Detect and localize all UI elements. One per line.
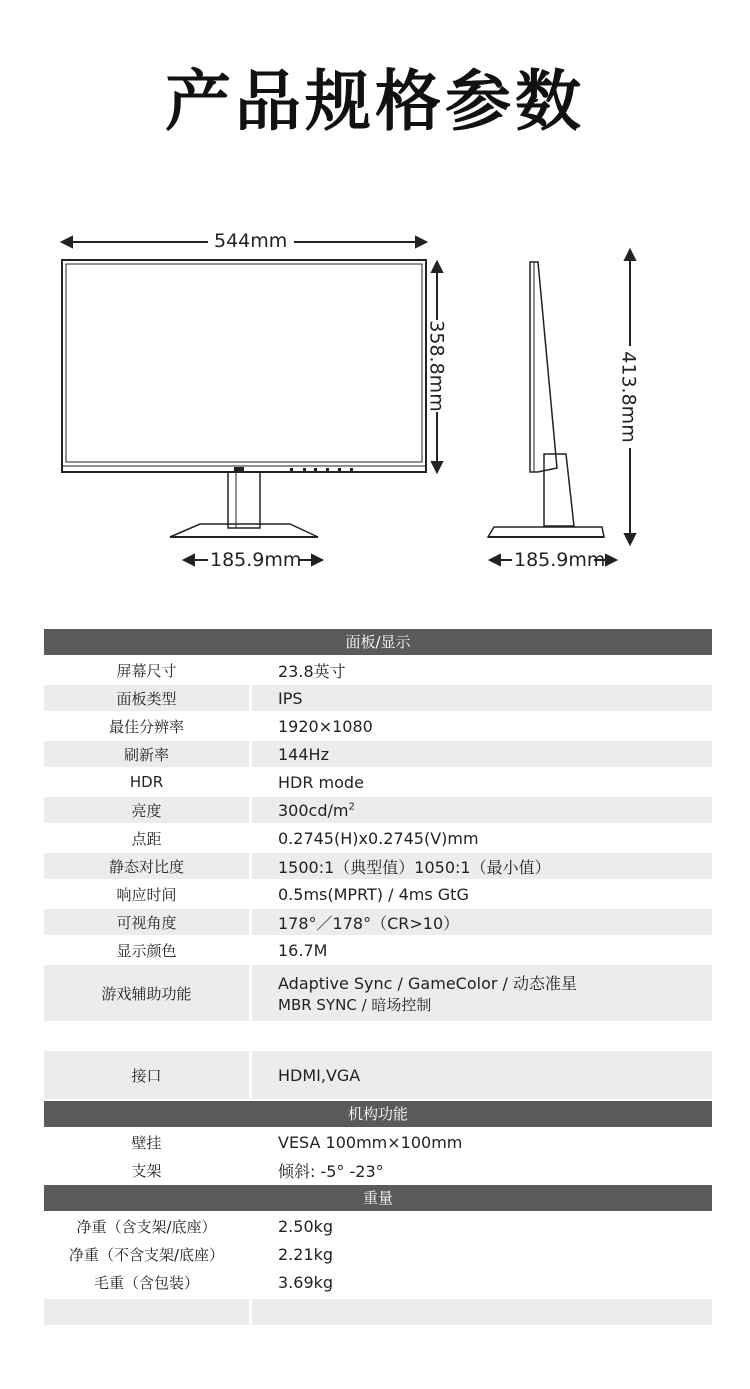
front-height-label: 358.8mm xyxy=(425,320,448,412)
spec-value: 倾斜: -5° -23° xyxy=(252,1157,712,1183)
spec-label: 接口 xyxy=(44,1051,249,1099)
front-monitor xyxy=(62,260,426,537)
section-header-panel: 面板/显示 xyxy=(44,629,712,655)
brightness-value: 300cd/m xyxy=(278,800,349,820)
spec-row-colors xyxy=(44,937,712,963)
front-width-label: 544mm xyxy=(214,230,288,252)
spec-label: 游戏辅助功能 xyxy=(44,965,249,1021)
spec-row-wall-mount xyxy=(44,1129,712,1155)
spec-label: HDR xyxy=(44,769,249,795)
spec-row-gross-weight xyxy=(44,1269,712,1295)
spec-value xyxy=(252,1299,712,1325)
section-header-weight: 重量 xyxy=(44,1185,712,1211)
spec-value xyxy=(252,1023,712,1049)
spec-label: 点距 xyxy=(44,825,249,851)
spec-value: VESA 100mm×100mm xyxy=(252,1129,712,1155)
spec-value: 178°／178°（CR>10） xyxy=(252,909,712,935)
spec-value: 0.2745(H)x0.2745(V)mm xyxy=(252,825,712,851)
spec-row-ports xyxy=(44,1051,712,1099)
spec-label: 净重（含支架/底座） xyxy=(44,1213,249,1239)
spec-value: 144Hz xyxy=(252,741,712,767)
section-header-mechanical: 机构功能 xyxy=(44,1101,712,1127)
spec-row-empty xyxy=(44,1299,712,1325)
spec-label: 静态对比度 xyxy=(44,853,249,879)
spec-label: 壁挂 xyxy=(44,1129,249,1155)
spec-label: 屏幕尺寸 xyxy=(44,657,249,683)
spec-label: 可视角度 xyxy=(44,909,249,935)
spec-label: 亮度 xyxy=(44,797,249,823)
spec-table xyxy=(44,629,712,1327)
spec-label xyxy=(44,1023,249,1049)
spec-value: 2.21kg xyxy=(252,1241,712,1267)
spec-value: 23.8英寸 xyxy=(252,657,712,683)
brightness-superscript: 2 xyxy=(348,801,355,813)
front-base-label: 185.9mm xyxy=(210,549,302,571)
spec-value: IPS xyxy=(252,685,712,711)
front-buttons xyxy=(234,467,353,471)
side-height-label: 413.8mm xyxy=(617,351,640,443)
spec-label: 最佳分辨率 xyxy=(44,713,249,739)
spec-value: 3.69kg xyxy=(252,1269,712,1295)
spec-label: 支架 xyxy=(44,1157,249,1183)
monitor-dimension-drawing xyxy=(0,0,750,600)
spec-value: 1500:1（典型值）1050:1（最小值） xyxy=(252,853,712,879)
spec-label: 显示颜色 xyxy=(44,937,249,963)
spec-label: 响应时间 xyxy=(44,881,249,907)
side-base-label: 185.9mm xyxy=(514,549,606,571)
spec-value: 2.50kg xyxy=(252,1213,712,1239)
spec-row-gaming-features xyxy=(44,965,712,1021)
spec-row-refresh-rate xyxy=(44,741,712,767)
spec-row-pixel-pitch xyxy=(44,825,712,851)
side-monitor xyxy=(488,262,604,537)
spec-row-net-weight-without-stand xyxy=(44,1241,712,1267)
spec-row-contrast xyxy=(44,853,712,879)
spec-value: HDMI,VGA xyxy=(252,1051,712,1099)
spec-row-hdr xyxy=(44,769,712,795)
spec-row-empty xyxy=(44,1023,712,1049)
spec-value: 16.7M xyxy=(252,937,712,963)
page-title: 产品规格参数 xyxy=(165,63,585,140)
spec-value xyxy=(252,965,712,1021)
spec-label: 毛重（含包装） xyxy=(44,1269,249,1295)
spec-value xyxy=(252,797,712,823)
spec-label: 刷新率 xyxy=(44,741,249,767)
spec-row-response-time xyxy=(44,881,712,907)
spec-value: HDR mode xyxy=(252,769,712,795)
spec-row-panel-type xyxy=(44,685,712,711)
spec-row-screen-size xyxy=(44,657,712,683)
spec-row-viewing-angle xyxy=(44,909,712,935)
spec-value-line: MBR SYNC / 暗场控制 xyxy=(278,996,432,1014)
spec-row-brightness xyxy=(44,797,712,823)
spec-row-net-weight-with-stand xyxy=(44,1213,712,1239)
spec-label: 面板类型 xyxy=(44,685,249,711)
spec-row-resolution xyxy=(44,713,712,739)
spec-value: 1920×1080 xyxy=(252,713,712,739)
spec-label: 净重（不含支架/底座） xyxy=(44,1241,249,1267)
spec-label xyxy=(44,1299,249,1325)
spec-row-stand xyxy=(44,1157,712,1183)
spec-value: 0.5ms(MPRT) / 4ms GtG xyxy=(252,881,712,907)
spec-value-line: Adaptive Sync / GameColor / 动态准星 xyxy=(278,974,577,993)
